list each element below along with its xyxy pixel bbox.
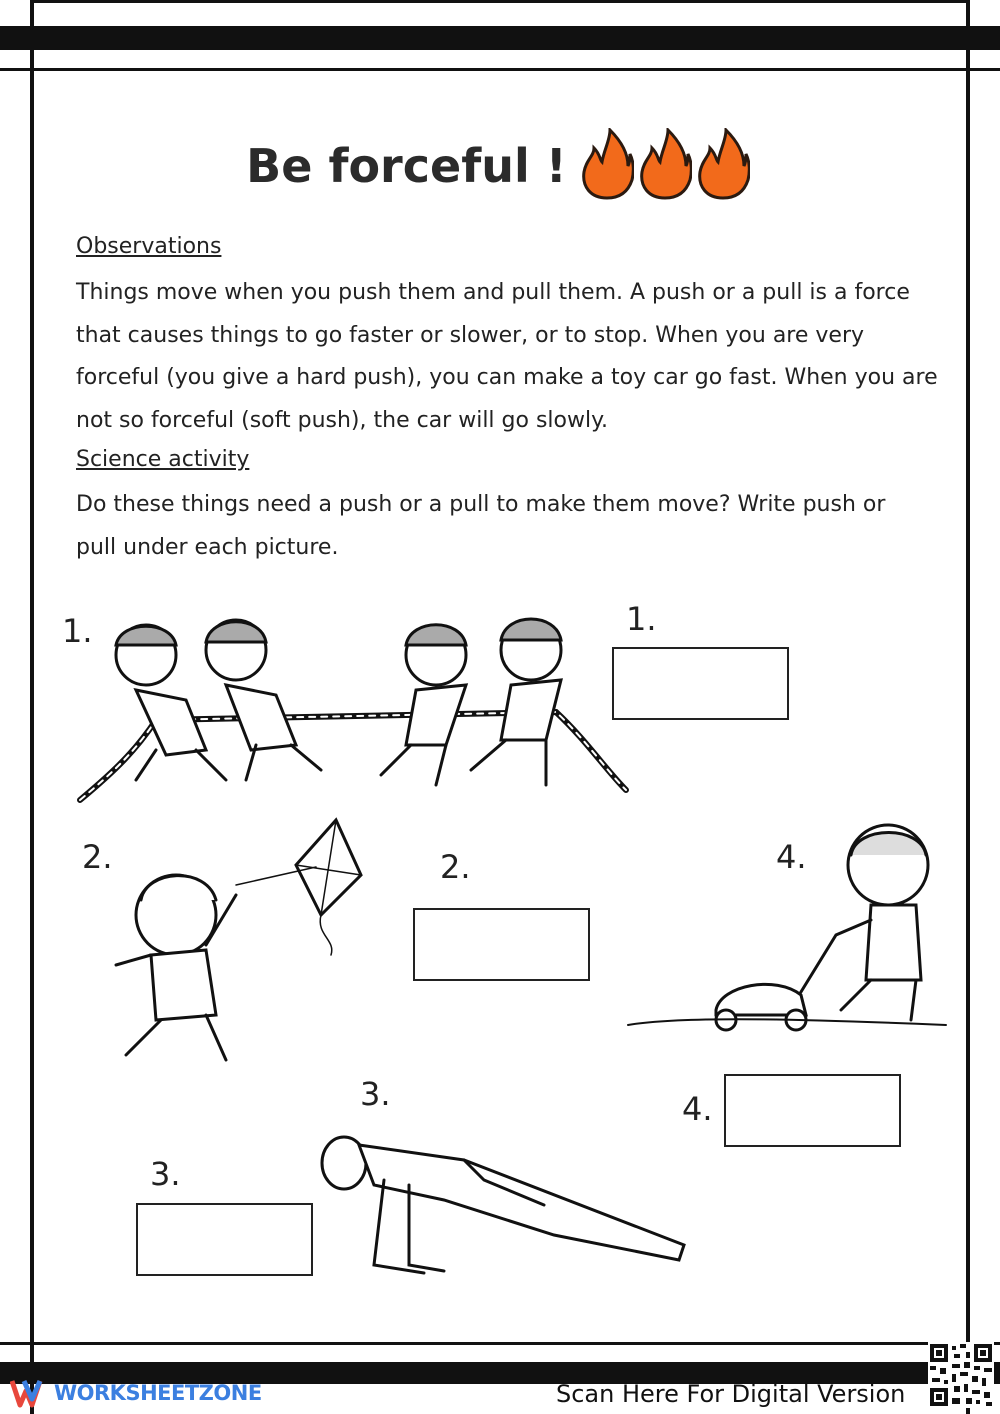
qr-code-icon[interactable] [928, 1342, 994, 1408]
answer-4-number: 4. [682, 1090, 713, 1128]
title-text: Be forceful ! [246, 139, 567, 193]
picture-4-number: 4. [776, 838, 807, 876]
observations-text: Things move when you push them and pull them. A push or a pull is a force that causes things to go faster or slower, or to stop. When you are very forceful (you give a hard push), you can make a toy car go fast. When you are not so forceful (soft push), the car will go slowly. [76, 280, 938, 433]
observations-heading: Observations [76, 234, 222, 259]
frame-bottom-thin-line [0, 1342, 1000, 1345]
fire-icon [580, 128, 634, 200]
frame-top-bar [0, 26, 1000, 50]
activity-heading: Science activity [76, 447, 250, 472]
answer-box-4[interactable] [724, 1074, 901, 1147]
page-title [0, 128, 1000, 204]
answer-3-number: 3. [150, 1155, 181, 1193]
fire-icons [580, 128, 754, 204]
answer-2-number: 2. [440, 848, 471, 886]
kite-illustration [86, 815, 366, 1075]
picture-1-number: 1. [62, 612, 93, 650]
worksheetzone-logo-icon [10, 1377, 50, 1409]
picture-2-number: 2. [82, 838, 113, 876]
push-up-illustration [314, 1125, 694, 1280]
frame-top-thin-line [0, 68, 1000, 71]
answer-box-3[interactable] [136, 1203, 313, 1276]
footer-scan-text: Scan Here For Digital Version [556, 1380, 906, 1408]
footer-brand: WORKSHEETZONE [54, 1381, 262, 1405]
picture-3-number: 3. [360, 1075, 391, 1113]
frame-right-line [966, 0, 970, 1414]
answer-box-1[interactable] [612, 647, 789, 720]
frame-left-line [30, 0, 34, 1414]
footer-logo[interactable] [10, 1376, 262, 1410]
tug-of-war-illustration [76, 600, 631, 810]
fire-icon [696, 128, 750, 200]
activity-text: Do these things need a push or a pull to make them move? Write push or pull under each picture. [76, 492, 886, 560]
answer-1-number: 1. [626, 600, 657, 638]
frame-top-line [34, 0, 966, 3]
fire-icon [638, 128, 692, 200]
answer-box-2[interactable] [413, 908, 590, 981]
lawn-mower-illustration [626, 820, 951, 1040]
